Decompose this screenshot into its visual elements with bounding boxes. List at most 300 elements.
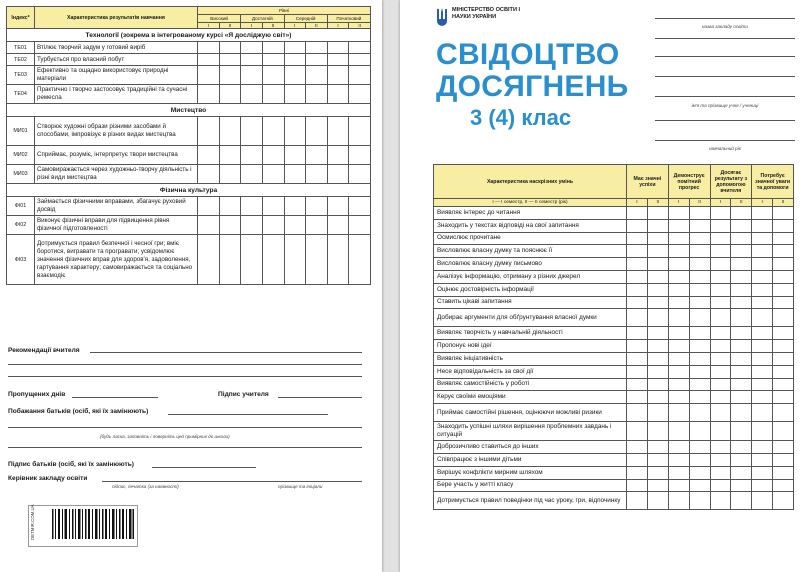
mark-cell[interactable]	[647, 422, 668, 441]
grade-cell[interactable]	[284, 85, 306, 104]
mark-cell[interactable]	[731, 352, 752, 365]
mark-cell[interactable]	[668, 422, 689, 441]
mark-cell[interactable]	[668, 245, 689, 258]
school-name-line-3[interactable]	[655, 56, 795, 57]
grade-cell[interactable]	[198, 42, 220, 54]
semester-ii-header: II	[647, 199, 668, 207]
mark-cell[interactable]	[773, 219, 794, 232]
mark-cell[interactable]	[689, 422, 710, 441]
mark-cell[interactable]	[773, 309, 794, 327]
mark-cell[interactable]	[731, 283, 752, 296]
mark-cell[interactable]	[668, 365, 689, 378]
mark-cell[interactable]	[689, 327, 710, 340]
student-name-line[interactable]	[655, 96, 795, 97]
mark-cell[interactable]	[710, 466, 731, 479]
school-name-line-4[interactable]	[655, 76, 795, 77]
mark-cell[interactable]	[689, 365, 710, 378]
grade-cell[interactable]	[241, 216, 263, 235]
parents-signature-label: Підпис батьків (осіб, які їх замінюють)	[8, 461, 134, 468]
mark-cell[interactable]	[627, 258, 648, 271]
grade-cell[interactable]	[262, 54, 284, 66]
mark-cell[interactable]	[731, 309, 752, 327]
grade-cell[interactable]	[327, 235, 349, 285]
mark-cell[interactable]	[752, 283, 773, 296]
parents-wishes-line-3[interactable]	[8, 447, 362, 448]
mark-cell[interactable]	[752, 245, 773, 258]
mark-cell[interactable]	[731, 327, 752, 340]
mark-cell[interactable]	[689, 270, 710, 283]
mark-cell[interactable]	[710, 453, 731, 466]
mark-cell[interactable]	[668, 441, 689, 454]
mark-cell[interactable]	[647, 327, 668, 340]
mark-cell[interactable]	[752, 453, 773, 466]
grade-cell[interactable]	[349, 216, 371, 235]
skill-description: Бере участь у житті класу	[434, 479, 627, 492]
grade-cell[interactable]	[349, 165, 371, 184]
mark-cell[interactable]	[647, 492, 668, 510]
grade-cell[interactable]	[262, 235, 284, 285]
grade-cell[interactable]	[219, 42, 241, 54]
subject-results-table	[6, 6, 371, 285]
mark-cell[interactable]	[627, 219, 648, 232]
mark-cell[interactable]	[710, 327, 731, 340]
left-page	[0, 0, 382, 572]
grade-cell[interactable]	[284, 165, 306, 184]
mark-cell[interactable]	[773, 404, 794, 422]
grade-cell[interactable]	[284, 66, 306, 85]
mark-cell[interactable]	[752, 391, 773, 404]
row-description: Займається фізичними вправами, збагачує руховий досвід	[35, 197, 198, 216]
mark-cell[interactable]	[752, 479, 773, 492]
mark-cell[interactable]	[647, 232, 668, 245]
grade-cell[interactable]	[349, 42, 371, 54]
mark-cell[interactable]	[689, 258, 710, 271]
mark-cell[interactable]	[752, 422, 773, 441]
mark-cell[interactable]	[710, 245, 731, 258]
mark-cell[interactable]	[731, 391, 752, 404]
mark-cell[interactable]	[773, 479, 794, 492]
mark-cell[interactable]	[627, 232, 648, 245]
mark-cell[interactable]	[668, 479, 689, 492]
mark-cell[interactable]	[689, 378, 710, 391]
mark-cell[interactable]	[710, 479, 731, 492]
grade-cell[interactable]	[219, 146, 241, 165]
mark-cell[interactable]	[752, 352, 773, 365]
mark-cell[interactable]	[647, 258, 668, 271]
grade-cell[interactable]	[219, 165, 241, 184]
mark-cell[interactable]	[752, 270, 773, 283]
mark-cell[interactable]	[689, 296, 710, 309]
mark-cell[interactable]	[731, 479, 752, 492]
grade-cell[interactable]	[262, 216, 284, 235]
mark-cell[interactable]	[752, 340, 773, 353]
mark-cell[interactable]	[773, 492, 794, 510]
grade-cell[interactable]	[241, 235, 263, 285]
mark-cell[interactable]	[731, 365, 752, 378]
mark-cell[interactable]	[710, 441, 731, 454]
mark-cell[interactable]	[627, 340, 648, 353]
mark-cell[interactable]	[689, 453, 710, 466]
level-header: Високий	[198, 15, 241, 23]
mark-cell[interactable]	[668, 327, 689, 340]
mark-cell[interactable]	[689, 441, 710, 454]
mark-cell[interactable]	[689, 219, 710, 232]
grade-cell[interactable]	[306, 85, 328, 104]
grade-cell[interactable]	[241, 85, 263, 104]
mark-cell[interactable]	[731, 441, 752, 454]
grade-cell[interactable]	[349, 85, 371, 104]
recommendations-line-1[interactable]	[90, 352, 362, 353]
mark-cell[interactable]	[627, 207, 648, 220]
mark-cell[interactable]	[689, 352, 710, 365]
grade-cell[interactable]	[284, 235, 306, 285]
grade-cell[interactable]	[262, 66, 284, 85]
ministry-name: МІНІСТЕРСТВО ОСВІТИ І НАУКИ УКРАЇНИ	[452, 7, 521, 20]
mark-cell[interactable]	[731, 340, 752, 353]
row-code: ТЕ03	[7, 66, 35, 85]
mark-cell[interactable]	[627, 378, 648, 391]
mark-cell[interactable]	[731, 258, 752, 271]
mark-cell[interactable]	[627, 296, 648, 309]
mark-cell[interactable]	[668, 378, 689, 391]
school-name-line[interactable]	[655, 18, 795, 19]
mark-cell[interactable]	[752, 441, 773, 454]
grade-cell[interactable]	[349, 197, 371, 216]
level-header: Достатній	[241, 15, 284, 23]
mark-cell[interactable]	[668, 391, 689, 404]
mark-cell[interactable]	[710, 378, 731, 391]
mark-cell[interactable]	[752, 404, 773, 422]
mark-cell[interactable]	[647, 283, 668, 296]
mark-cell[interactable]	[668, 270, 689, 283]
section-title: Мистецтво	[7, 104, 371, 117]
grade-cell[interactable]	[349, 66, 371, 85]
grade-cell[interactable]	[284, 197, 306, 216]
section-row	[7, 104, 371, 117]
grade-cell[interactable]	[306, 165, 328, 184]
mark-cell[interactable]	[668, 340, 689, 353]
mark-cell[interactable]	[668, 219, 689, 232]
mark-cell[interactable]	[647, 441, 668, 454]
mark-cell[interactable]	[668, 453, 689, 466]
mark-cell[interactable]	[668, 309, 689, 327]
mark-cell[interactable]	[773, 441, 794, 454]
parents-signature-line[interactable]	[152, 467, 256, 468]
mark-cell[interactable]	[627, 283, 648, 296]
mark-cell[interactable]	[731, 404, 752, 422]
mark-cell[interactable]	[689, 479, 710, 492]
mark-cell[interactable]	[710, 340, 731, 353]
mark-cell[interactable]	[627, 270, 648, 283]
mark-cell[interactable]	[647, 479, 668, 492]
grade-cell[interactable]	[198, 117, 220, 146]
mark-cell[interactable]	[689, 207, 710, 220]
mark-cell[interactable]	[773, 270, 794, 283]
mark-cell[interactable]	[627, 479, 648, 492]
mark-cell[interactable]	[773, 422, 794, 441]
mark-cell[interactable]	[752, 207, 773, 220]
grade-cell[interactable]	[241, 42, 263, 54]
grade-cell[interactable]	[198, 54, 220, 66]
school-name-line-2[interactable]	[655, 38, 795, 39]
school-year-line[interactable]	[655, 140, 795, 141]
mark-cell[interactable]	[668, 207, 689, 220]
mark-cell[interactable]	[689, 340, 710, 353]
grade-cell[interactable]	[241, 197, 263, 216]
section-title: Технології (зокрема в інтегрованому курсі «Я досліджую світ»)	[7, 29, 371, 42]
mark-cell[interactable]	[627, 466, 648, 479]
grade-cell[interactable]	[198, 216, 220, 235]
mark-cell[interactable]	[773, 378, 794, 391]
recommendations-label: Рекомендації вчителя	[8, 347, 80, 354]
grade-cell[interactable]	[327, 117, 349, 146]
mark-cell[interactable]	[731, 270, 752, 283]
mark-cell[interactable]	[710, 258, 731, 271]
mark-cell[interactable]	[731, 207, 752, 220]
mark-cell[interactable]	[647, 453, 668, 466]
mark-cell[interactable]	[731, 296, 752, 309]
mark-cell[interactable]	[710, 296, 731, 309]
mark-cell[interactable]	[668, 404, 689, 422]
mark-cell[interactable]	[752, 219, 773, 232]
mark-cell[interactable]	[752, 365, 773, 378]
mark-cell[interactable]	[710, 219, 731, 232]
mark-cell[interactable]	[647, 207, 668, 220]
grade-cell[interactable]	[219, 54, 241, 66]
grade-cell[interactable]	[219, 197, 241, 216]
grade-cell[interactable]	[219, 66, 241, 85]
grade-cell[interactable]	[198, 235, 220, 285]
head-name-hint: прізвище та ініціали	[278, 484, 323, 489]
mark-cell[interactable]	[752, 258, 773, 271]
mark-cell[interactable]	[710, 232, 731, 245]
parents-wishes-line-2[interactable]	[8, 427, 362, 428]
mark-cell[interactable]	[627, 352, 648, 365]
mark-cell[interactable]	[627, 309, 648, 327]
mark-cell[interactable]	[647, 219, 668, 232]
mark-cell[interactable]	[773, 340, 794, 353]
mark-cell[interactable]	[773, 245, 794, 258]
grade-cell[interactable]	[327, 216, 349, 235]
grade-cell[interactable]	[262, 85, 284, 104]
grade-cell[interactable]	[349, 235, 371, 285]
mark-cell[interactable]	[647, 270, 668, 283]
mark-cell[interactable]	[627, 404, 648, 422]
mark-cell[interactable]	[689, 466, 710, 479]
mark-cell[interactable]	[752, 466, 773, 479]
grade-cell[interactable]	[241, 54, 263, 66]
mark-cell[interactable]	[710, 365, 731, 378]
row-code: ФІ02	[7, 216, 35, 235]
mark-cell[interactable]	[710, 492, 731, 510]
grade-cell[interactable]	[198, 146, 220, 165]
grade-cell[interactable]	[327, 54, 349, 66]
grade-cell[interactable]	[284, 216, 306, 235]
grade-cell[interactable]	[198, 197, 220, 216]
mark-cell[interactable]	[773, 365, 794, 378]
mark-cell[interactable]	[647, 309, 668, 327]
mark-cell[interactable]	[752, 309, 773, 327]
grade-cell[interactable]	[241, 146, 263, 165]
mark-cell[interactable]	[710, 283, 731, 296]
mark-cell[interactable]	[752, 232, 773, 245]
mark-cell[interactable]	[668, 283, 689, 296]
mark-cell[interactable]	[773, 391, 794, 404]
mark-cell[interactable]	[627, 492, 648, 510]
skill-description: Оцінює достовірність інформації	[434, 283, 627, 296]
grade-cell[interactable]	[198, 165, 220, 184]
mark-cell[interactable]	[647, 296, 668, 309]
grade-cell[interactable]	[327, 42, 349, 54]
mark-cell[interactable]	[731, 492, 752, 510]
grade-cell[interactable]	[262, 197, 284, 216]
grade-cell[interactable]	[262, 117, 284, 146]
mark-cell[interactable]	[627, 245, 648, 258]
mark-cell[interactable]	[647, 365, 668, 378]
mark-cell[interactable]	[731, 466, 752, 479]
mark-cell[interactable]	[773, 466, 794, 479]
table-row	[434, 352, 794, 365]
teacher-signature-line[interactable]	[278, 397, 362, 398]
grade-cell[interactable]	[327, 146, 349, 165]
mark-cell[interactable]	[773, 258, 794, 271]
head-line[interactable]	[102, 481, 362, 482]
mark-cell[interactable]	[689, 245, 710, 258]
mark-cell[interactable]	[731, 422, 752, 441]
grade-cell[interactable]	[241, 165, 263, 184]
grade-cell[interactable]	[327, 85, 349, 104]
grade-cell[interactable]	[241, 66, 263, 85]
mark-cell[interactable]	[647, 378, 668, 391]
grade-cell[interactable]	[306, 117, 328, 146]
mark-cell[interactable]	[647, 245, 668, 258]
grade-cell[interactable]	[327, 66, 349, 85]
recommendations-line-3[interactable]	[8, 376, 362, 377]
grade-cell[interactable]	[349, 54, 371, 66]
mark-cell[interactable]	[773, 232, 794, 245]
semester-i-header: I	[284, 23, 306, 29]
mark-cell[interactable]	[689, 309, 710, 327]
grade-cell[interactable]	[284, 117, 306, 146]
mark-cell[interactable]	[731, 378, 752, 391]
grade-cell[interactable]	[327, 197, 349, 216]
grade-cell[interactable]	[306, 42, 328, 54]
grade-cell[interactable]	[284, 54, 306, 66]
mark-cell[interactable]	[668, 258, 689, 271]
mark-cell[interactable]	[627, 441, 648, 454]
grade-cell[interactable]	[306, 235, 328, 285]
mark-cell[interactable]	[710, 270, 731, 283]
grade-cell[interactable]	[219, 85, 241, 104]
mark-cell[interactable]	[668, 232, 689, 245]
mark-cell[interactable]	[710, 352, 731, 365]
skill-description: Висловлює власну думку та пояснює її	[434, 245, 627, 258]
row-description: Сприймає, розуміє, інтерпретує твори мистецтва	[35, 146, 198, 165]
mark-cell[interactable]	[752, 296, 773, 309]
grade-cell[interactable]	[349, 117, 371, 146]
mark-cell[interactable]	[647, 340, 668, 353]
mark-cell[interactable]	[731, 219, 752, 232]
semester-ii-header: II	[262, 23, 284, 29]
mark-cell[interactable]	[710, 422, 731, 441]
mark-cell[interactable]	[731, 232, 752, 245]
mark-cell[interactable]	[627, 422, 648, 441]
table-row	[434, 378, 794, 391]
grade-cell[interactable]	[327, 165, 349, 184]
recommendations-line-2[interactable]	[8, 364, 362, 365]
table-row	[7, 165, 371, 184]
skill-description: Несе відповідальність за свої дії	[434, 365, 627, 378]
grade-cell[interactable]	[284, 42, 306, 54]
mark-cell[interactable]	[752, 492, 773, 510]
grade-cell[interactable]	[306, 54, 328, 66]
parents-wishes-line-1[interactable]	[168, 414, 328, 415]
mark-cell[interactable]	[710, 207, 731, 220]
mark-cell[interactable]	[668, 492, 689, 510]
achievement-column-header: Потребує значної уваги та допомоги	[752, 165, 794, 199]
student-name-line-2[interactable]	[655, 120, 795, 121]
grade-cell[interactable]	[306, 197, 328, 216]
mark-cell[interactable]	[731, 245, 752, 258]
grade-cell[interactable]	[306, 66, 328, 85]
mark-cell[interactable]	[647, 352, 668, 365]
mark-cell[interactable]	[668, 352, 689, 365]
mark-cell[interactable]	[627, 391, 648, 404]
grade-cell[interactable]	[219, 216, 241, 235]
mark-cell[interactable]	[773, 283, 794, 296]
grade-cell[interactable]	[262, 42, 284, 54]
grade-cell[interactable]	[306, 216, 328, 235]
mark-cell[interactable]	[689, 232, 710, 245]
mark-cell[interactable]	[689, 404, 710, 422]
mark-cell[interactable]	[668, 466, 689, 479]
mark-cell[interactable]	[773, 453, 794, 466]
mark-cell[interactable]	[752, 378, 773, 391]
mark-cell[interactable]	[752, 327, 773, 340]
mark-cell[interactable]	[773, 327, 794, 340]
mark-cell[interactable]	[710, 404, 731, 422]
mark-cell[interactable]	[689, 391, 710, 404]
mark-cell[interactable]	[689, 492, 710, 510]
mark-cell[interactable]	[773, 207, 794, 220]
mark-cell[interactable]	[647, 466, 668, 479]
grade-cell[interactable]	[284, 146, 306, 165]
grade-cell[interactable]	[198, 66, 220, 85]
missed-days-line[interactable]	[72, 397, 158, 398]
grade-cell[interactable]	[198, 85, 220, 104]
mark-cell[interactable]	[710, 309, 731, 327]
mark-cell[interactable]	[627, 327, 648, 340]
grade-cell[interactable]	[219, 235, 241, 285]
mark-cell[interactable]	[773, 352, 794, 365]
grade-cell[interactable]	[219, 117, 241, 146]
mark-cell[interactable]	[731, 453, 752, 466]
mark-cell[interactable]	[668, 296, 689, 309]
row-description: Турбується про власний побут	[35, 54, 198, 66]
grade-cell[interactable]	[349, 146, 371, 165]
grade-cell[interactable]	[262, 146, 284, 165]
mark-cell[interactable]	[710, 391, 731, 404]
mark-cell[interactable]	[627, 365, 648, 378]
mark-cell[interactable]	[647, 391, 668, 404]
mark-cell[interactable]	[627, 453, 648, 466]
mark-cell[interactable]	[647, 404, 668, 422]
grade-cell[interactable]	[241, 117, 263, 146]
mark-cell[interactable]	[689, 283, 710, 296]
grade-cell[interactable]	[306, 146, 328, 165]
mark-cell[interactable]	[773, 296, 794, 309]
grade-cell[interactable]	[262, 165, 284, 184]
